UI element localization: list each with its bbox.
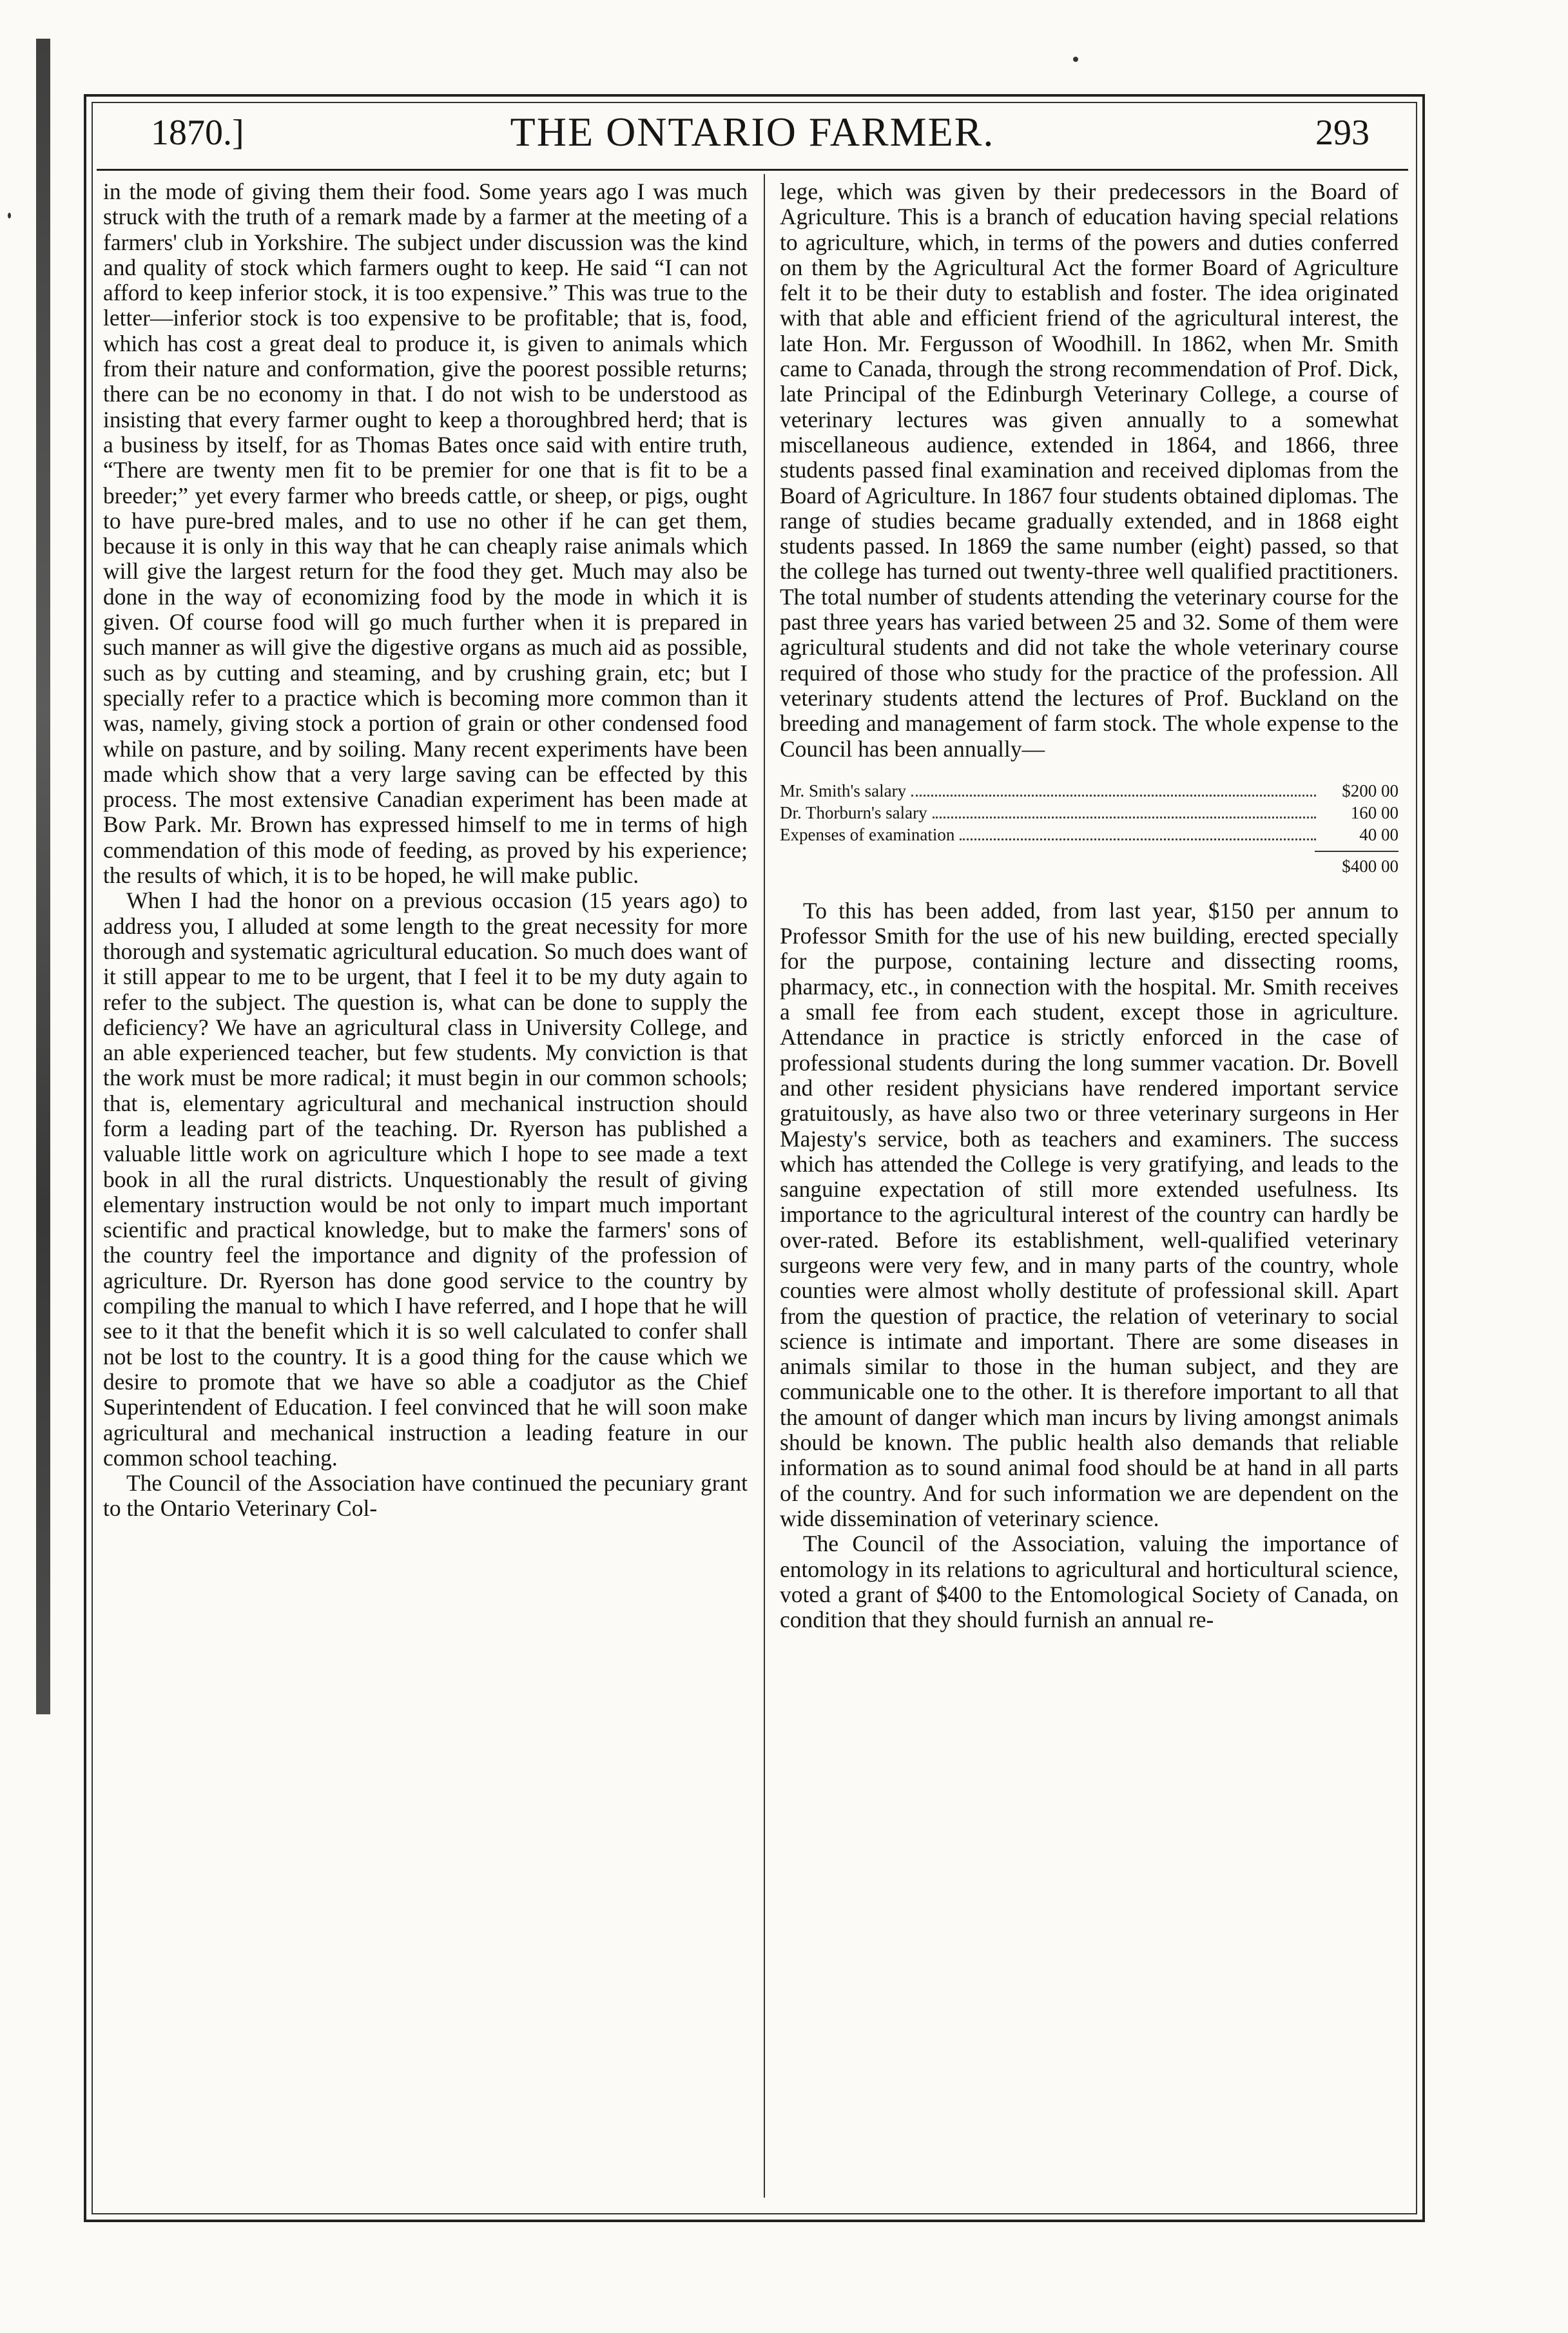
paragraph: To this has been added, from last year, $150 per annum to Professor Smith for the use of his new building, erected specially for the purpose, containing lecture and dissecting rooms, pharmacy, etc., in connection with the hospital. Mr. Smith receives a small fee from each student, except those in agriculture. Attendance in practice is strictly enforced in the case of professional students during the long summer vacation. Dr. Bovell and other resident physicians have rendered important service gratuitously, as have also two or three veterinary surgeons in Her Majesty's service, both as teachers and examiners. The success which has attended the College is very gratifying, and leads to the sanguine expectation of still more extended usefulness. Its importance to the agricultural interest of the country can hardly be over-rated. Before its establishment, well-qualified veterinary surgeons were very few, and in many parts of the country, whole counties were almost wholly destitute of professional skill. Apart from the question of practice, the relation of veterinary to social science is intimate and important. There are some diseases in animals similar to those in the human subject, and they are communicable one to the other. It is therefore important to all that the amount of danger which man incurs by living amongst animals should be known. The public health also demands that reliable information as to sound animal food should be at hand in all parts of the country. And for such information we are dependent on the wide dissemination of veterinary science. xyxy=(780,897,1399,1531)
paragraph: lege, which was given by their predecessors in the Board of Agriculture. This is a branch of education having special relations to agriculture, which, in terms of the powers and duties conferred on them by the Agricultural Act the former Board of Agriculture felt it to be their duty to establish and foster. The idea originated with that able and efficient friend of the agricultural interest, the late Hon. Mr. Fergusson of Woodhill. In 1862, when Mr. Smith came to Canada, through the strong recommendation of Prof. Dick, late Principal of the Edinburgh Veterinary College, a course of veterinary lectures was given annually to a somewhat miscellaneous audience, extended in 1864, and 1866, three students passed final examination and received diplomas from the Board of Agriculture. In 1867 four students obtained diplomas. The range of studies became gradually extended, and in 1868 eight students passed. In 1869 the same number (eight) passed, so that the college has turned out twenty-three well qualified practitioners. The total number of students attending the veterinary course for the past three years has varied between 25 and 32. Some of them were agricultural students and did not take the whole veterinary course required of those who study for the practice of the profession. All veterinary students attend the lectures of Prof. Buckland on the breeding and management of farm stock. The whole expense to the Council has been annually— xyxy=(780,179,1399,762)
leader-dots xyxy=(960,838,1316,840)
total-amount: $400 00 xyxy=(1342,856,1399,876)
expense-amount: 160 00 xyxy=(1350,802,1399,822)
expense-row xyxy=(780,824,1399,846)
header-rule xyxy=(97,169,1408,171)
column-divider xyxy=(764,174,765,2198)
page-number: 293 xyxy=(1315,113,1370,153)
expense-amount: 40 00 xyxy=(1359,824,1399,844)
paragraph: The Council of the Association have continued the pecuniary grant to the Ontario Veterinary Col- xyxy=(103,1470,748,1522)
leader-dots xyxy=(911,795,1316,797)
right-column xyxy=(780,179,1399,2196)
expense-table xyxy=(780,780,1399,846)
paragraph: in the mode of giving them their food. Some years ago I was much struck with the truth of a remark made by a farmer at the meeting of a farmers' club in Yorkshire. The subject under discussion was the kind and quality of stock which farmers ought to keep. He said “I can not afford to keep inferior stock, it is too expensive.” This was true to the letter—inferior stock is too expensive to be profitable; that is, food, which has cost a great deal to produce it, is given to animals which from their nature and conformation, give the poorest possible returns; there can be no economy in that. I do not wish to be understood as insisting that every farmer ought to keep a thoroughbred herd; that is a business by itself, for as Thomas Bates once said with entire truth, “There are twenty men fit to be premier for one that is fit to be a breeder;” yet every farmer who breeds cattle, or sheep, or pigs, ought to have pure-bred males, and to use no other if he can get them, because it is only in this way that he can cheaply raise animals which will give the largest return for the food they get. Much may also be done in the way of economizing food by the mode in which it is given. Of course food will go much further when it is prepared in such manner as will give the digestive organs as much aid as possible, such as by cutting and steaming, and by crushing grain, etc; but I specially refer to a practice which is becoming more common than it was, namely, giving stock a portion of grain or other condensed food while on pasture, and by soiling. Many recent experiments have been made which show that a very large saving can be effected by this process. The most extensive Canadian experiment has been made at Bow Park. Mr. Brown has expressed himself to me in terms of high commendation of this mode of feeding, as proved by his experience; the results of which, it is to be hoped, he will make public. xyxy=(103,179,748,889)
expense-label: Dr. Thorburn's salary xyxy=(780,802,927,822)
paragraph: The Council of the Association, valuing the importance of entomology in its relations to agricultural and horticultural science, voted a grant of $400 to the Entomological Society of Canada, on condition that they should furnish an annual re- xyxy=(780,1531,1399,1633)
running-head xyxy=(97,108,1408,166)
paragraph: When I had the honor on a previous occasion (15 years ago) to address you, I alluded at some length to the great necessity for more thorough and systematic agricultural education. So much does want of it still appear to me to be urgent, that I feel it to be my duty again to refer to the subject. The question is, what can be done to supply the deficiency? We have an agricultural class in University College, and an able experienced teacher, but few students. My conviction is that the work must be more radical; it must begin in our common schools; that is, elementary agricultural and mechanical instruction should form a leading part of the teaching. Dr. Ryerson has published a valuable little work on agriculture which I hope to see made a text book in all the rural districts. Unquestionably the result of giving elementary instruction would be not only to impart much important scientific and practical knowledge, but to make the farmers' sons of the country feel the importance and dignity of the profession of agriculture. Dr. Ryerson has done good service to the country by compiling the manual to which I have referred, and I hope that he will see to it that the benefit which it is so well calculated to confer shall not be lost to the country. It is a good thing for the cause which we desire to promote that we have so able a coadjutor as the Chief Superintendent of Education. I feel convinced that he will soon make agricultural and mechanical instruction a leading feature in our common school teaching. xyxy=(103,887,748,1471)
ink-speck xyxy=(8,213,11,218)
expense-row xyxy=(780,802,1399,824)
issue-year: 1870.] xyxy=(151,113,244,153)
publication-title: THE ONTARIO FARMER. xyxy=(510,109,995,155)
left-column xyxy=(103,179,748,2196)
expense-row xyxy=(780,780,1399,802)
binding-shadow xyxy=(36,39,50,1714)
expense-label: Expenses of examination xyxy=(780,824,955,844)
expense-total xyxy=(780,851,1399,880)
ink-speck xyxy=(1073,57,1078,62)
leader-dots xyxy=(933,817,1316,818)
expense-amount: $200 00 xyxy=(1342,780,1399,800)
expense-label: Mr. Smith's salary xyxy=(780,780,907,800)
